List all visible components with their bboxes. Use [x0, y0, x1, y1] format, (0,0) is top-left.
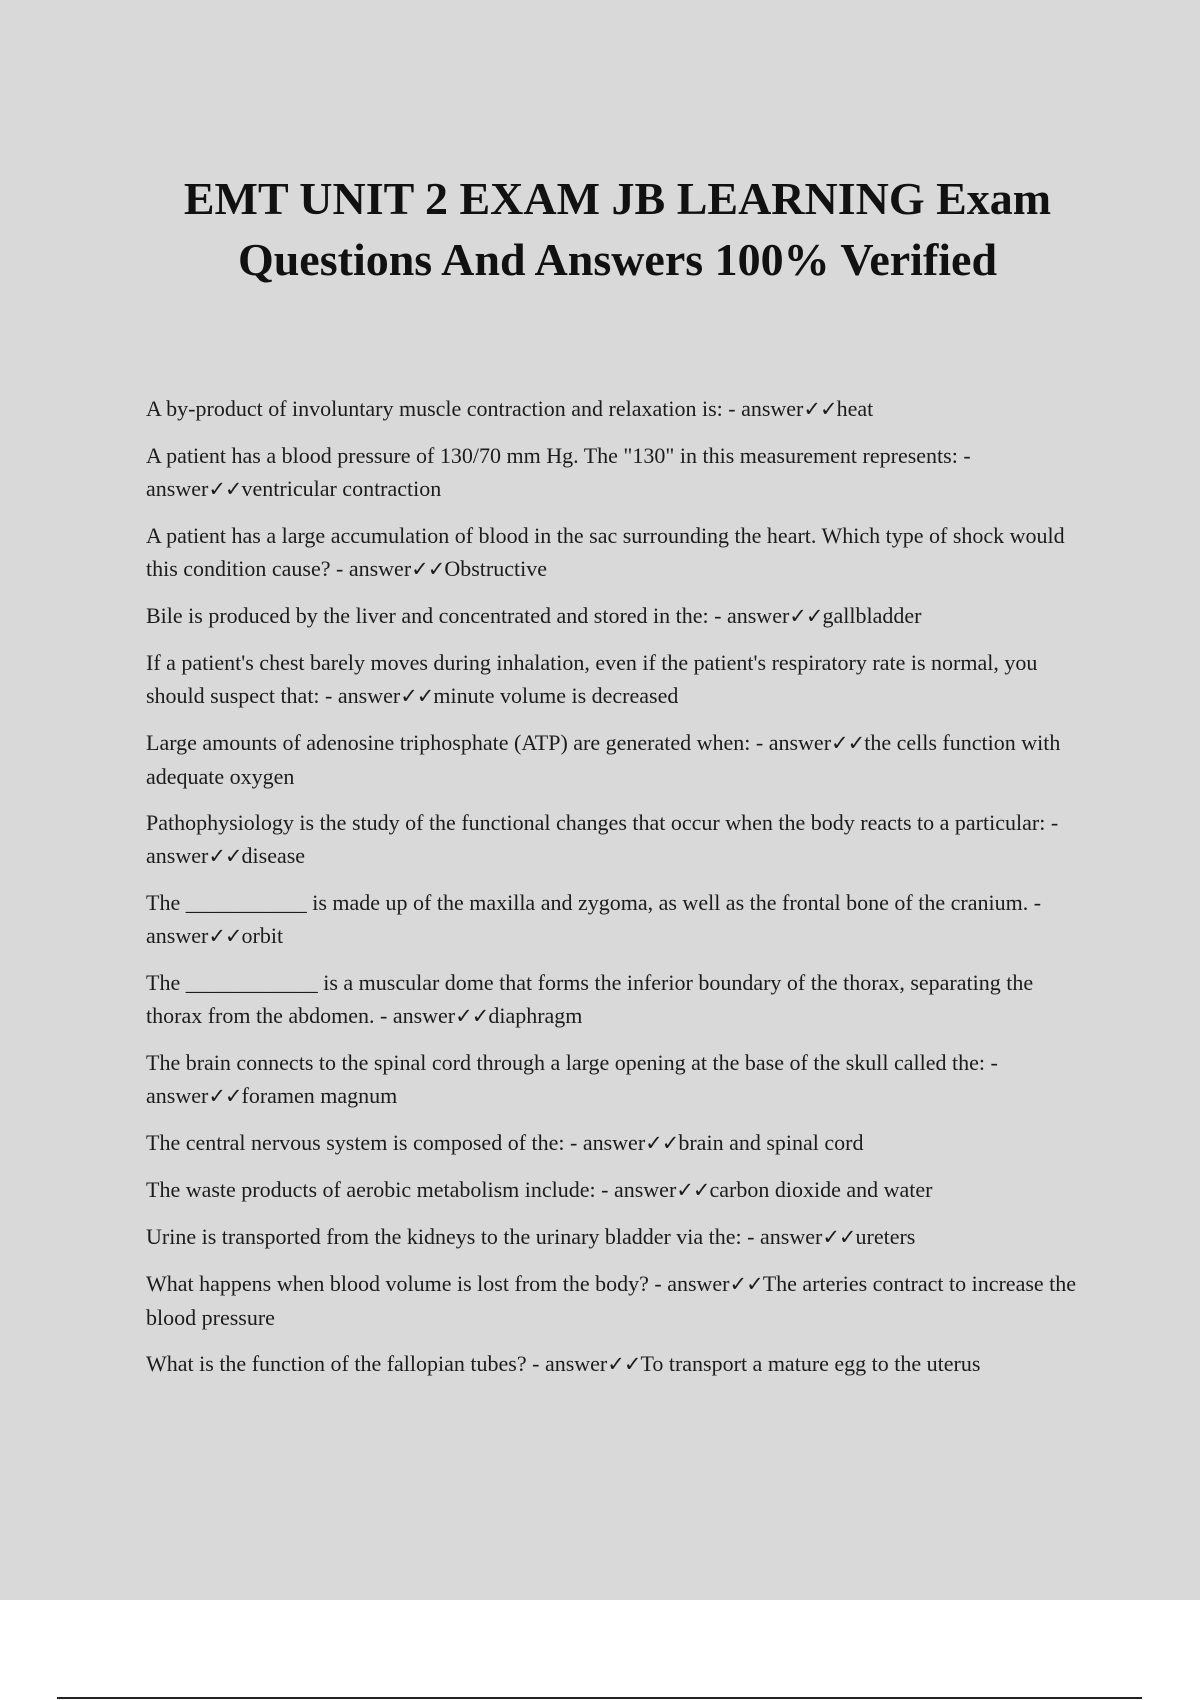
- qa-item: [146, 966, 1086, 1033]
- answer-separator: -: [319, 683, 338, 708]
- answer-label: answer: [741, 396, 804, 421]
- qa-item: [146, 806, 1086, 873]
- question-text: A patient has a large accumulation of blood in the sac surrounding the heart. Which type of shock would this condition cause?: [146, 523, 1065, 581]
- check-marks-icon: ✓✓: [789, 604, 823, 628]
- answer-label: answer: [337, 683, 401, 708]
- check-marks-icon: ✓✓: [208, 1084, 242, 1108]
- check-marks-icon: ✓✓: [455, 1004, 489, 1028]
- answer-label: answer: [613, 1177, 677, 1202]
- qa-item: [146, 1267, 1086, 1334]
- answer-label: answer: [146, 476, 209, 501]
- check-marks-icon: ✓✓: [400, 684, 434, 708]
- question-text: Large amounts of adenosine triphosphate (ATP) are generated when:: [146, 730, 751, 755]
- qa-item: [146, 886, 1086, 953]
- check-marks-icon: ✓✓: [208, 477, 242, 501]
- question-text: The brain connects to the spinal cord through a large opening at the base of the skull called the:: [146, 1050, 985, 1075]
- check-marks-icon: ✓✓: [729, 1272, 763, 1296]
- answer-text: gallbladder: [822, 603, 922, 628]
- answer-text: the cells function with adequate oxygen: [146, 730, 1061, 789]
- check-marks-icon: ✓✓: [803, 397, 837, 421]
- question-text: The central nervous system is composed of the:: [146, 1130, 565, 1155]
- check-marks-icon: ✓✓: [208, 844, 242, 868]
- answer-label: answer: [348, 556, 412, 581]
- question-text: A patient has a blood pressure of 130/70 mm Hg. The "130" in this measurement represents:: [146, 443, 958, 468]
- answer-separator: -: [741, 1224, 760, 1249]
- answer-label: answer: [768, 730, 832, 755]
- answer-separator: -: [985, 1050, 998, 1075]
- check-marks-icon: ✓✓: [645, 1131, 679, 1155]
- answer-text: ureters: [855, 1224, 916, 1249]
- answer-separator: -: [595, 1177, 614, 1202]
- answer-text: foramen magnum: [241, 1083, 398, 1108]
- answer-separator: -: [957, 443, 971, 468]
- document-title: [100, 168, 1135, 290]
- answer-separator: -: [330, 556, 349, 581]
- question-text: The ____________ is a muscular dome that forms the inferior boundary of the thorax, separating the thorax from the abdomen.: [146, 970, 1034, 1028]
- answer-text: carbon dioxide and water: [709, 1177, 933, 1202]
- answer-separator: -: [564, 1130, 583, 1155]
- qa-item: [146, 1046, 1086, 1113]
- answer-label: answer: [667, 1271, 730, 1296]
- qa-item: [146, 599, 1086, 633]
- qa-item: [146, 439, 1086, 506]
- answer-text: heat: [836, 396, 874, 421]
- qa-item: [146, 1173, 1086, 1207]
- answer-label: answer: [544, 1351, 608, 1376]
- question-text: Pathophysiology is the study of the functional changes that occur when the body reacts to a particular:: [146, 810, 1046, 835]
- question-text: Bile is produced by the liver and concentrated and stored in the:: [146, 603, 709, 628]
- answer-text: disease: [241, 843, 306, 868]
- question-text: The ___________ is made up of the maxilla and zygoma, as well as the frontal bone of the cranium.: [146, 890, 1029, 915]
- answer-separator: -: [648, 1271, 668, 1296]
- answer-label: answer: [146, 1083, 209, 1108]
- question-text: What happens when blood volume is lost from the body?: [146, 1271, 649, 1296]
- footer-divider: [57, 1697, 1142, 1699]
- qa-list: [146, 392, 1086, 1394]
- answer-text: To transport a mature egg to the uterus: [640, 1351, 981, 1376]
- check-marks-icon: ✓✓: [208, 924, 242, 948]
- check-marks-icon: ✓✓: [676, 1178, 710, 1202]
- qa-item: [146, 519, 1086, 586]
- answer-label: answer: [392, 1003, 456, 1028]
- check-marks-icon: ✓✓: [822, 1225, 856, 1249]
- title-line-2: Questions And Answers 100% Verified: [237, 234, 998, 285]
- answer-label: answer: [146, 923, 209, 948]
- check-marks-icon: ✓✓: [831, 731, 865, 755]
- question-text: A by-product of involuntary muscle contraction and relaxation is:: [146, 396, 723, 421]
- qa-item: [146, 1126, 1086, 1160]
- qa-item: [146, 392, 1086, 426]
- answer-text: diaphragm: [488, 1003, 583, 1028]
- answer-separator: -: [750, 730, 769, 755]
- qa-item: [146, 1220, 1086, 1254]
- answer-text: ventricular contraction: [241, 476, 442, 501]
- answer-text: orbit: [241, 923, 284, 948]
- check-marks-icon: ✓✓: [607, 1352, 641, 1376]
- question-text: Urine is transported from the kidneys to the urinary bladder via the:: [146, 1224, 742, 1249]
- answer-text: brain and spinal cord: [678, 1130, 864, 1155]
- question-text: If a patient's chest barely moves during inhalation, even if the patient's respiratory rate is normal, you should suspect that:: [146, 650, 1038, 708]
- answer-separator: -: [374, 1003, 393, 1028]
- answer-label: answer: [760, 1224, 823, 1249]
- answer-separator: -: [526, 1351, 545, 1376]
- answer-label: answer: [146, 843, 209, 868]
- check-marks-icon: ✓✓: [411, 557, 445, 581]
- answer-separator: -: [722, 396, 742, 421]
- qa-item: [146, 646, 1086, 713]
- answer-separator: -: [1045, 810, 1059, 835]
- question-text: What is the function of the fallopian tubes?: [146, 1351, 527, 1376]
- answer-label: answer: [582, 1130, 646, 1155]
- qa-item: [146, 1347, 1086, 1381]
- answer-text: The arteries contract to increase the blood pressure: [146, 1271, 1077, 1330]
- answer-text: minute volume is decreased: [433, 683, 679, 708]
- answer-label: answer: [726, 603, 790, 628]
- answer-separator: -: [708, 603, 727, 628]
- title-line-1: EMT UNIT 2 EXAM JB LEARNING Exam: [183, 173, 1052, 224]
- question-text: The waste products of aerobic metabolism include:: [146, 1177, 596, 1202]
- answer-text: Obstructive: [444, 556, 548, 581]
- qa-item: [146, 726, 1086, 793]
- answer-separator: -: [1028, 890, 1042, 915]
